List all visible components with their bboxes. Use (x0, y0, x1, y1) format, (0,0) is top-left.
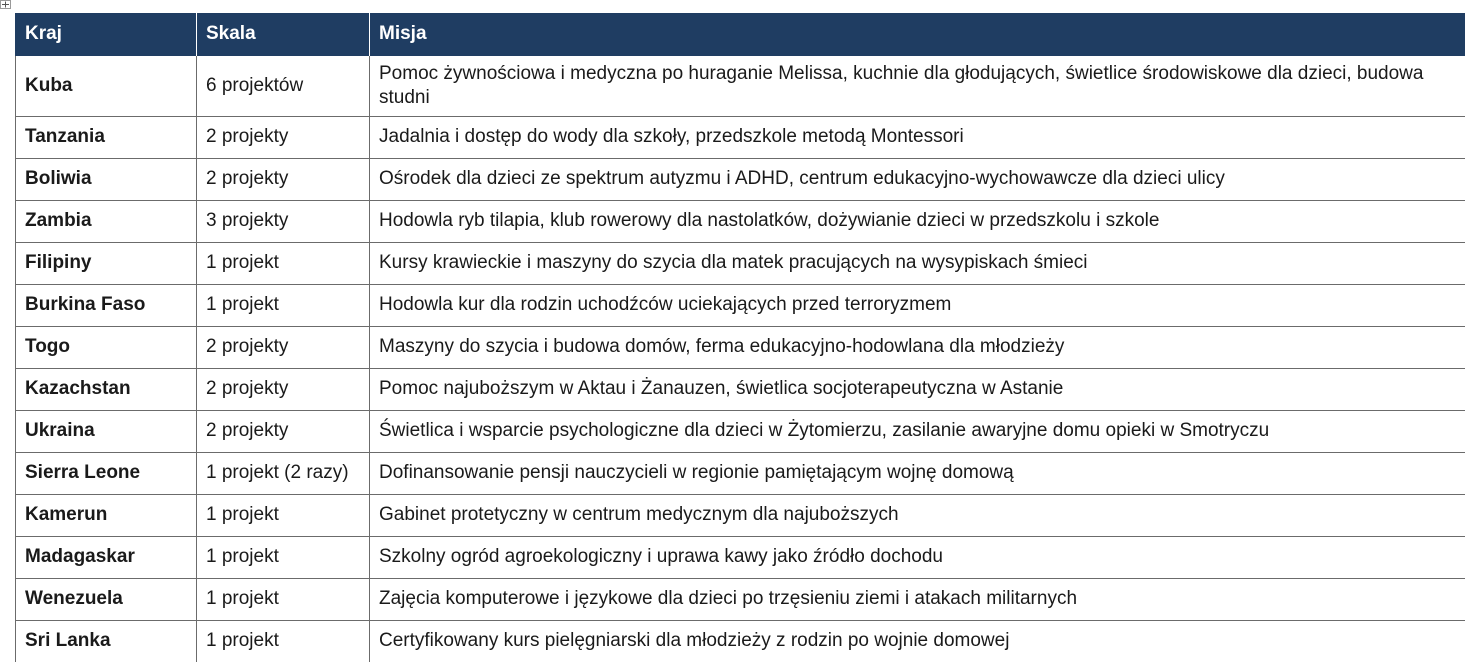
cell-country: Wenezuela (16, 578, 197, 620)
table-row (16, 620, 1465, 662)
cell-mission: Certyfikowany kurs pielęgniarski dla młodzieży z rodzin po wojnie domowej (370, 620, 1465, 662)
cell-country: Zambia (16, 200, 197, 242)
header-scale: Skala (197, 13, 370, 55)
cell-country: Tanzania (16, 116, 197, 158)
cell-country: Sierra Leone (16, 452, 197, 494)
cell-scale: 1 projekt (197, 242, 370, 284)
cell-mission: Dofinansowanie pensji nauczycieli w regionie pamiętającym wojnę domową (370, 452, 1465, 494)
cell-mission: Jadalnia i dostęp do wody dla szkoły, przedszkole metodą Montessori (370, 116, 1465, 158)
cell-country: Kazachstan (16, 368, 197, 410)
table-row (16, 158, 1465, 200)
move-arrows-icon (1, 1, 10, 8)
table-row (16, 452, 1465, 494)
cell-mission: Zajęcia komputerowe i językowe dla dzieci po trzęsieniu ziemi i atakach militarnych (370, 578, 1465, 620)
cell-scale: 2 projekty (197, 368, 370, 410)
cell-scale: 1 projekt (197, 284, 370, 326)
cell-country: Togo (16, 326, 197, 368)
cell-mission: Gabinet protetyczny w centrum medycznym dla najuboższych (370, 494, 1465, 536)
cell-country: Madagaskar (16, 536, 197, 578)
cell-mission: Hodowla ryb tilapia, klub rowerowy dla nastolatków, dożywianie dzieci w przedszkolu i szkole (370, 200, 1465, 242)
table-row (16, 578, 1465, 620)
cell-country: Sri Lanka (16, 620, 197, 662)
table-row (16, 242, 1465, 284)
cell-mission: Hodowla kur dla rodzin uchodźców uciekających przed terroryzmem (370, 284, 1465, 326)
cell-mission: Pomoc żywnościowa i medyczna po huraganie Melissa, kuchnie dla głodujących, świetlice środowiskowe dla dzieci, budowa studni (370, 55, 1465, 116)
cell-mission: Kursy krawieckie i maszyny do szycia dla matek pracujących na wysypiskach śmieci (370, 242, 1465, 284)
cell-scale: 1 projekt (2 razy) (197, 452, 370, 494)
cell-scale: 2 projekty (197, 326, 370, 368)
cell-scale: 1 projekt (197, 578, 370, 620)
cell-scale: 1 projekt (197, 620, 370, 662)
cell-country: Kuba (16, 55, 197, 116)
projects-table (15, 13, 1465, 662)
table-row (16, 410, 1465, 452)
table-row (16, 200, 1465, 242)
table-row (16, 55, 1465, 116)
cell-mission: Szkolny ogród agroekologiczny i uprawa kawy jako źródło dochodu (370, 536, 1465, 578)
table-row (16, 368, 1465, 410)
cell-country: Ukraina (16, 410, 197, 452)
cell-country: Boliwia (16, 158, 197, 200)
cell-scale: 1 projekt (197, 536, 370, 578)
cell-scale: 3 projekty (197, 200, 370, 242)
table-row (16, 284, 1465, 326)
header-mission: Misja (370, 13, 1465, 55)
cell-mission: Maszyny do szycia i budowa domów, ferma edukacyjno-hodowlana dla młodzieży (370, 326, 1465, 368)
cell-mission: Świetlica i wsparcie psychologiczne dla dzieci w Żytomierzu, zasilanie awaryjne domu opieki w Smotryczu (370, 410, 1465, 452)
table-row (16, 326, 1465, 368)
cell-scale: 2 projekty (197, 116, 370, 158)
table-row (16, 116, 1465, 158)
cell-country: Filipiny (16, 242, 197, 284)
cell-mission: Pomoc najuboższym w Aktau i Żanauzen, świetlica socjoterapeutyczna w Astanie (370, 368, 1465, 410)
table-row (16, 536, 1465, 578)
cell-scale: 1 projekt (197, 494, 370, 536)
table-header-row (16, 13, 1465, 55)
header-country: Kraj (16, 13, 197, 55)
cell-scale: 6 projektów (197, 55, 370, 116)
cell-mission: Ośrodek dla dzieci ze spektrum autyzmu i ADHD, centrum edukacyjno-wychowawcze dla dzieci ulicy (370, 158, 1465, 200)
table-move-handle-icon[interactable] (0, 0, 11, 9)
cell-country: Burkina Faso (16, 284, 197, 326)
cell-scale: 2 projekty (197, 158, 370, 200)
cell-scale: 2 projekty (197, 410, 370, 452)
cell-country: Kamerun (16, 494, 197, 536)
table-row (16, 494, 1465, 536)
